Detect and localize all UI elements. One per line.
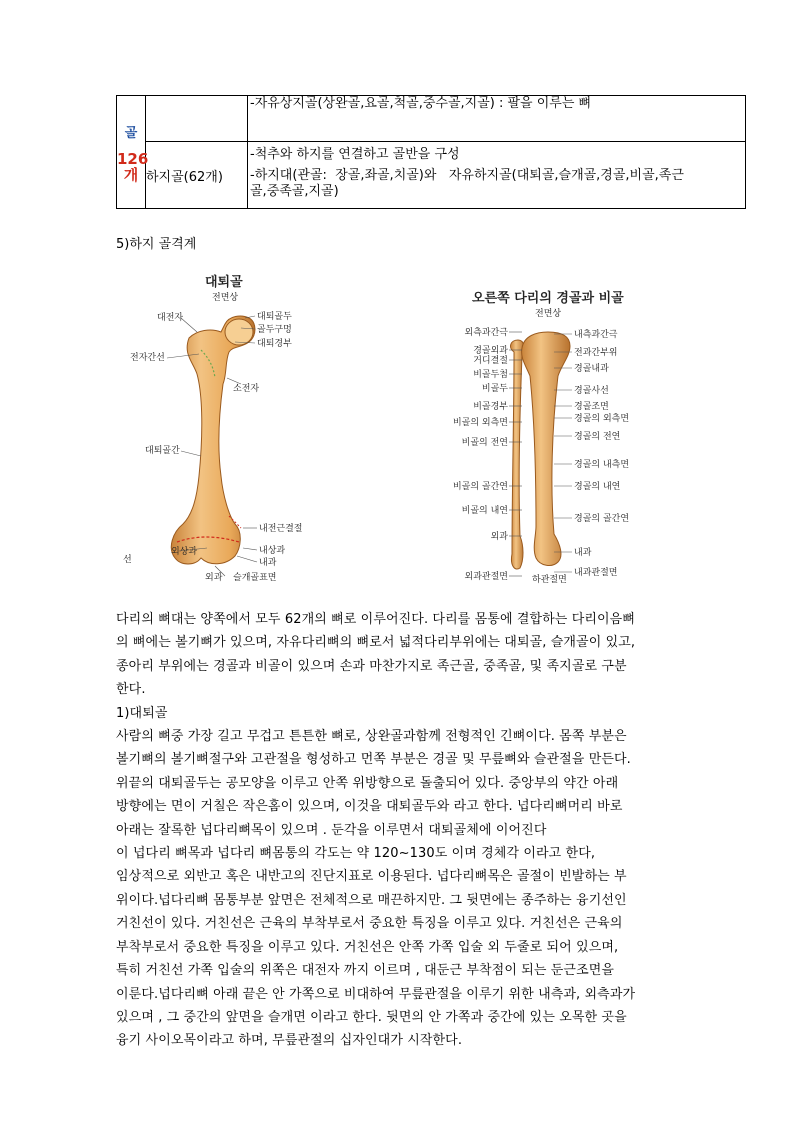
category-name: 골 [124, 125, 138, 141]
subcategory-cell-upper [146, 96, 248, 142]
tibia-left-label: 비골두 [481, 384, 508, 394]
femur-label: 대퇴골간 [145, 446, 180, 456]
tibia-right-label: 전과간부위 [574, 348, 618, 358]
subcategory-cell-lower: 하지골(62개) [146, 142, 248, 209]
body-text [116, 608, 682, 1053]
tibia-title: 오른쪽 다리의 경골과 비골 [472, 291, 624, 306]
description-cell-lower [248, 142, 746, 209]
body-line: 이 넙다리 뼈목과 넙다리 뼈몸통의 각도는 약 120~130도 이며 경체각 이라고 한다, [116, 846, 596, 862]
tibia-left-label: 외과 [490, 532, 508, 542]
tibia-right-label: 경골내과 [574, 364, 609, 374]
tibia-left-label: 비골의 내연 [461, 506, 508, 516]
body-line: 거친선이 있다. 거친선은 근육의 부착부로서 중요한 특징을 이루고 있다. 거친선은 근육의 [116, 916, 623, 932]
tibia-fibula-figure [440, 286, 660, 591]
tibia-left-label: 비골경부 [473, 402, 508, 412]
body-line: 다리의 뼈대는 양쪽에서 모두 62개의 뼈로 이루어진다. 다리를 몸통에 결합하는 다리이음뼈 [116, 612, 635, 627]
tibia-left-label: 비골의 외측면 [452, 418, 508, 428]
tibia-right-label: 경골의 내측면 [574, 460, 630, 470]
tibia-right-label: 경골사선 [574, 386, 609, 396]
body-line: 이룬다.넙다리뼈 아래 끝은 안 가쪽으로 비대하여 무릎관절을 이루기 위한 내측과, 외측과가 [116, 986, 636, 1002]
tibia-label: 하관절면 [532, 575, 567, 585]
description-line: -척추와 하지를 연결하고 골반을 구성 [250, 147, 460, 162]
fibula-shape [511, 340, 525, 569]
tibia-right-label: 내과관절면 [574, 568, 618, 578]
tibia-subtitle: 전면상 [535, 309, 562, 319]
tibia-right-label: 경골조면 [574, 402, 609, 412]
tibia-left-label: 외측과간극 [464, 328, 508, 338]
femur-label: 대퇴경부 [257, 339, 292, 349]
bone-summary-table [116, 95, 746, 209]
description-line: -자유상지골(상완골,요골,척골,중수골,지골) : 팔을 이루는 뼈 [250, 96, 592, 111]
body-line: 위이다.넙다리뼈 몸통부분 앞면은 전체적으로 매끈하지만. 그 뒷면에는 종주하는 융기선인 [116, 892, 627, 908]
tibia-left-label: 비골두첨 [473, 370, 508, 380]
femur-label: 대전자 [157, 313, 184, 323]
tibia-right-label: 내측과간극 [574, 330, 618, 340]
tibia-shape [522, 332, 570, 565]
femur-label: 슬개골표면 [233, 573, 277, 583]
tibia-right-label: 내과 [574, 548, 592, 558]
femur-label: 내전근결절 [259, 524, 303, 534]
femur-label: 내상과 [259, 546, 286, 556]
femur-label: 전자간선 [130, 353, 165, 363]
body-line: 있으며 , 그 중간의 앞면을 슬개면 이라고 한다. 뒷면의 안 가쪽과 중간에 있는 오목한 곳을 [116, 1009, 627, 1025]
body-line: 한다. [116, 682, 146, 698]
description-line: 골,중족골,지골) [250, 184, 339, 199]
body-line: 특히 거친선 가쪽 입술의 위쪽은 대전자 까지 이르며 , 대둔근 부착점이 되는 둔근조면을 [116, 963, 615, 979]
body-line: 의 뼈에는 볼기뼈가 있으며, 자유다리뼈의 뼈로서 넓적다리부위에는 대퇴골, 슬개골이 있고, [116, 635, 636, 651]
body-line: 위끝의 대퇴골두는 공모양을 이루고 안쪽 위방향으로 돌출되어 있다. 중앙부의 약간 아래 [116, 775, 619, 791]
body-line: 사람의 뼈중 가장 길고 무겁고 튼튼한 뼈로, 상완골과함께 전형적인 긴뼈이다. 몸쪽 부분은 [116, 729, 627, 745]
tibia-right-label: 경골의 골간연 [574, 514, 630, 524]
femur-label: 대퇴골두 [257, 312, 292, 322]
body-line: 종아리 부위에는 경골과 비골이 있으며 손과 마찬가지로 족근골, 중족골, 및 족지골로 구분 [116, 658, 627, 674]
body-line: 임상적으로 외반고 혹은 내반고의 진단지표로 이용된다. 넙다리뼈목은 골절이 빈발하는 부 [116, 869, 627, 885]
category-unit: 개 [123, 165, 139, 184]
femur-label: 선 [123, 555, 132, 565]
body-line: 융기 사이오목이라고 하며, 무릎관절의 십자인대가 시작한다. [116, 1033, 463, 1049]
body-line: 방향에는 면이 거칠은 작은홈이 있으며, 이것을 대퇴골두와 라고 한다. 넙다리뼈머리 바로 [116, 799, 623, 815]
tibia-left-label: 경골외과 [473, 346, 508, 356]
femur-label: 외상과 [171, 547, 198, 557]
description-cell-upper [248, 96, 746, 142]
description-line: -하지대(관골: 장골,좌골,치골)와 자유하지골(대퇴골,슬개골,경골,비골,족근 [250, 168, 684, 183]
femur-label: 내과 [259, 558, 277, 568]
femur-figure [117, 266, 357, 596]
category-count: 126 [117, 149, 149, 168]
tibia-right-label: 경골의 전연 [574, 432, 621, 442]
tibia-right-label: 경골의 내연 [574, 482, 621, 492]
body-line: 아래는 잘록한 넙다리뼈목이 있으며 . 둔각을 이루면서 대퇴골체에 이어진다 [116, 822, 547, 838]
tibia-right-label: 경골의 외측면 [574, 414, 630, 424]
tibia-left-label: 외과관절면 [464, 572, 508, 582]
body-line: 볼기뼈의 볼기뼈절구와 고관절을 형성하고 먼쪽 부분은 경골 및 무릎뼈와 슬관절을 만든다. [116, 752, 631, 768]
category-cell [117, 96, 149, 209]
femur-title: 대퇴골 [205, 275, 243, 290]
tibia-left-label: 비골의 골간연 [452, 482, 508, 492]
section-title: 5)하지 골격계 [116, 237, 197, 252]
femur-label: 외과 [205, 573, 223, 583]
tibia-fibula-illustration [440, 286, 660, 591]
body-line: 1)대퇴골 [116, 705, 168, 721]
body-line: 부착부로서 중요한 특징을 이루고 있다. 거친선은 안쪽 가쪽 입술 외 두줄로 되어 있으며, [116, 939, 619, 955]
femur-subtitle: 전면상 [212, 293, 239, 303]
tibia-left-label: 거디결절 [473, 356, 508, 366]
femur-illustration [117, 266, 357, 596]
femur-bone-shape [171, 316, 255, 564]
femur-label: 골두구멍 [257, 325, 292, 335]
femur-label: 소전자 [233, 384, 260, 394]
tibia-left-label: 비골의 전연 [461, 438, 508, 448]
